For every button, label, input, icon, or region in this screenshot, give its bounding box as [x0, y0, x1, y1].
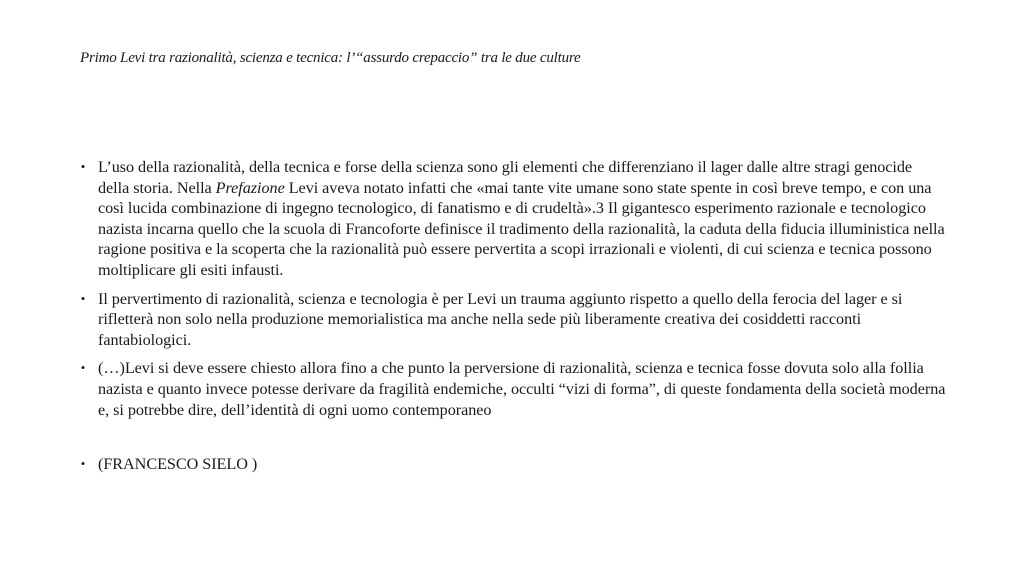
prefazione-italic-text: Prefazione — [215, 178, 285, 197]
bullet-item-pervertimento — [76, 289, 946, 351]
slide-title: Primo Levi tra razionalità, scienza e tecnica: l’“assurdo crepaccio” tra le due culture — [80, 50, 581, 66]
bullet-item-author — [76, 454, 946, 475]
bullet-text-part: Levi aveva notato infatti che «mai tante vite umane sono state spente in così breve tempo, e con una così lucida combinazione di ingegno tecnologico, di fanatismo e di crudeltà».3 Il gigantesco esperimento razionale e tecnologico nazista incarna quello che la scuola di Francoforte definisce il tradimento della razionalità, la caduta della fiducia illuministica nella ragione positiva e la scoperta che la razionalità può essere pervertita a scopi irrazionali e violenti, di cui scienza e tecnica possono moltiplicare gli esiti infausti. — [98, 178, 945, 279]
bullet-text: Il pervertimento di razionalità, scienza e tecnologia è per Levi un trauma aggiunto rispetto a quello della ferocia del lager e si rifletterà non solo nella produzione memorialistica ma anche nella sede più liberamente creativa dei cosiddetti racconti fantabiologici. — [98, 289, 903, 349]
bullet-item-perversione — [76, 358, 946, 420]
bullet-dot-icon: • — [80, 159, 86, 174]
bullet-list — [76, 157, 946, 483]
bullet-item-lager-rationality — [76, 157, 946, 281]
bullet-dot-icon: • — [80, 290, 86, 306]
bullet-text: (…)Levi si deve essere chiesto allora fino a che punto la perversione di razionalità, scienza e tecnica fosse dovuta solo alla follia nazista e quanto invece potesse derivare da fragilità endemiche, occulti “vizi di forma”, di queste fondamenta della società moderna e, si potrebbe dire, dell’identità di ogni uomo contemporaneo — [98, 359, 946, 419]
bullet-text-part: L’uso della razionalità, della tecnica e forse della scienza sono gli elementi che differenziano il lager dalle altre stragi genocide della storia. Nella — [98, 158, 913, 197]
bullet-dot-icon: • — [80, 360, 86, 376]
bullet-dot-icon: • — [80, 456, 86, 472]
author-credit: (FRANCESCO SIELO ) — [98, 455, 258, 474]
